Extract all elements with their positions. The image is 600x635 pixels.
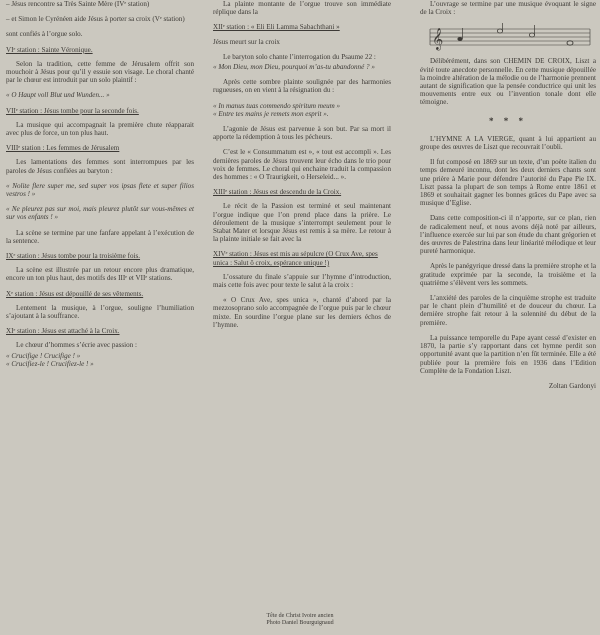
paragraph-strophes: Après le panégyrique dressé dans la première strophe et la gratitude exprimée par la seconde, la troisième et la quatrième s’élèvent vers les sommets. bbox=[420, 262, 596, 287]
intro-line-3: sont confiés à l’orgue solo. bbox=[6, 30, 83, 39]
paragraph-station-14b: « O Crux Ave, spes unica », chanté d’abord par la mezzosoprano solo accompagnée de l’orgue puis par le chœur mixte. En sourdine l’orgue plane sur les derniers échos de l’hymne. bbox=[213, 296, 391, 329]
column-middle bbox=[213, 0, 391, 336]
paragraph-station-12d: L’agonie de Jésus est parvenue à son but. Par sa mort il apporte la rédemption à tous les pécheurs. bbox=[213, 125, 391, 142]
quote-station-6: « O Haupt voll Blut und Wunden... » bbox=[6, 91, 110, 100]
quote-psalm-22: « Mon Dieu, mon Dieu, pourquoi m’as-tu abandonné ? » bbox=[213, 63, 375, 72]
paragraph-chemin-de-croix: Délibérément, dans son CHEMIN DE CROIX, Liszt a évité toute anecdote personnelle. En cette musique dépouillée la moindre altération de la mélodie ou de l’harmonie prennent autant de signification que la pensée conductrice qui unit les mouvements entre eux ou l’invention tonale dont elle témoigne. bbox=[420, 57, 596, 107]
paragraph-station-12c: Après cette sombre plainte soulignée par des harmonies rugueuses, on en vient à la résignation du : bbox=[213, 78, 391, 95]
heading-station-6: VIᵉ station : Sainte Véronique. bbox=[6, 45, 93, 54]
photo-caption bbox=[0, 613, 600, 627]
quote-station-11-latin: « Crucifige ! Crucifige ! » bbox=[6, 351, 81, 360]
intro-line-2: – et Simon le Cyrénéen aide Jésus à porter sa croix (Vᵉ station) bbox=[6, 15, 185, 24]
heading-station-11: XIᵉ station : Jésus est attaché à la Croix. bbox=[6, 327, 120, 336]
paragraph-station-12a: Jésus meurt sur la croix bbox=[213, 37, 280, 46]
column-right bbox=[420, 0, 596, 390]
quote-station-11-french: « Crucifiez-le ! Crucifiez-le ! » bbox=[6, 359, 94, 368]
heading-station-8: VIIIᵉ station : Les femmes de Jérusalem bbox=[6, 144, 120, 153]
paragraph-station-7: La musique qui accompagnait la première chute réapparait avec plus de force, un ton plus haut. bbox=[6, 120, 194, 138]
quote-entre-tes-mains: « Entre tes mains je remets mon esprit ». bbox=[213, 109, 329, 118]
paragraph-station-14: L’ossature du finale s’appuie sur l’hymne d’introduction, mais cette fois avec pour texte le salut à la croix : bbox=[213, 272, 391, 290]
paragraph-intro-12: La plainte montante de l’orgue trouve son immédiate réplique dans la bbox=[213, 0, 391, 17]
paragraph-puissance-temporelle: La puissance temporelle du Pape ayant cessé d’exister en 1870, la partie s’y rapportant dans cet hymne perdit son opportunité avant que la partition n’en fût terminée. Elle a été publiée pour la première fois en 1936 dans l’Edition Complète de la Fondation Liszt. bbox=[420, 333, 596, 375]
svg-text:𝄞: 𝄞 bbox=[432, 28, 444, 51]
heading-station-14: XIVᵉ station : Jésus est mis au sépulcre (O Crux Ave, spes unica : Salut ô croix, espérance unique !) bbox=[213, 250, 378, 267]
intro-line-1: – Jésus rencontre sa Très Sainte Mère (IVᵉ station) bbox=[6, 0, 150, 8]
paragraph-station-12b: Le baryton solo chante l’interrogation du Psaume 22 : bbox=[223, 52, 376, 61]
paragraph-station-8b: La scène se termine par une fanfare appelant à l’exécution de la sentence. bbox=[6, 228, 194, 245]
quote-station-8-latin: « Nolite flere super me, sed super vos ipsas flete et super filios vestros ! » bbox=[6, 181, 194, 199]
paragraph-station-6: Selon la tradition, cette femme de Jérusalem offrit son mouchoir à Jésus pour qu’il y essuie son visage. Le choral chanté par le chœur est introduit par un solo plaintif : bbox=[6, 59, 194, 85]
quote-station-8-french: « Ne pleurez pas sur moi, mais pleurez plutôt sur vous-mêmes et sur vos enfants ! » bbox=[6, 205, 194, 222]
music-staff-illustration bbox=[420, 23, 596, 51]
paragraph-station-13: Le récit de la Passion est terminé et seul maintenant l’orgue indique que l’on prend place dans la prière. Le déroulement de la musique s’interrompt seulement pour le Stabat Mater et lorsque Jésus est remis à sa mère. Le retour à la plainte initiale se fait avec la bbox=[213, 202, 391, 244]
section-separator: * * * bbox=[489, 115, 527, 126]
heading-station-7: VIIᵉ station : Jésus tombe pour la seconde fois. bbox=[6, 106, 139, 115]
heading-station-13: XIIIᵉ station : Jésus est descendu de la Croix. bbox=[213, 188, 342, 197]
column-left bbox=[6, 0, 194, 375]
heading-station-10: Xᵉ station : Jésus est dépouillé de ses vêtements. bbox=[6, 289, 144, 298]
paragraph-station-10: Lentement la musique, à l’orgue, souligne l’humiliation s’ajoutant à la souffrance. bbox=[6, 303, 194, 321]
heading-station-12: XIIᵉ station : « Eli Eli Lamma Sabachthani » bbox=[213, 23, 340, 32]
heading-station-9: IXᵉ station : Jésus tombe pour la troisième fois. bbox=[6, 252, 141, 261]
paragraph-hymne-vierge: L’HYMNE A LA VIERGE, quant à lui appartient au groupe des œuvres de Liszt que recouvrait l’oubli. bbox=[420, 134, 596, 152]
author-signature: Zoltan Gardonyi bbox=[548, 381, 596, 390]
paragraph-ending: L’ouvrage se termine par une musique évoquant le signe de la Croix : bbox=[420, 0, 596, 17]
paragraph-station-12e: C’est le « Consummatum est », « tout est accompli ». Les dernières paroles de Jésus trouvent leur écho dans le trio pour voix de femmes. Le choral qui enchaine traduit la compassion des hommes : « O Traurigkeit, o Herseleid... ». bbox=[213, 148, 391, 182]
paragraph-station-11: Le chœur d’hommes s’écrie avec passion : bbox=[16, 341, 137, 350]
paragraph-station-8: Les lamentations des femmes sont interrompues par les paroles de Jésus confiées au baryton : bbox=[6, 158, 194, 175]
paragraph-station-9: La scène est illustrée par un retour encore plus dramatique, encore un ton plus haut, des motifs des IIIᵉ et VIIᵉ stations. bbox=[6, 266, 194, 283]
paragraph-composition-1869: Il fut composé en 1869 sur un texte, d’un poète italien du temps demeuré inconnu, dont les deux derniers chants sont une prière à Marie pour défendre l’autorité du Pape Pie IX. Liszt passa la plupart de son temps à Rome entre 1861 et 1869 et souhaitait gagner les bonnes grâces du Pape avec sa musique d’Eglise. bbox=[420, 158, 596, 208]
paragraph-composition-style: Dans cette composition-ci il n’apporte, sur ce plan, rien de radicalement neuf, et nous avons déjà noté par ailleurs, l’influence exercée sur lui par son étude du chant grégorien et des œuvres de Palestrina dans leur linéarité mélodique et leur pureté harmonique. bbox=[420, 214, 596, 256]
paragraph-cinquieme-strophe: L’anxiété des paroles de la cinquième strophe est traduite par le chant plein d’humilité et de douceur du chœur. La dernière strophe fait retour à la solennité du début de la première. bbox=[420, 294, 596, 327]
caption-line-2: Photo Daniel Bourguignaud bbox=[266, 620, 334, 626]
quote-in-manus: « In manus tuas commendo spiritum meum » bbox=[213, 101, 341, 110]
caption-line-1: Tête de Christ Ivoire ancien bbox=[266, 613, 334, 619]
